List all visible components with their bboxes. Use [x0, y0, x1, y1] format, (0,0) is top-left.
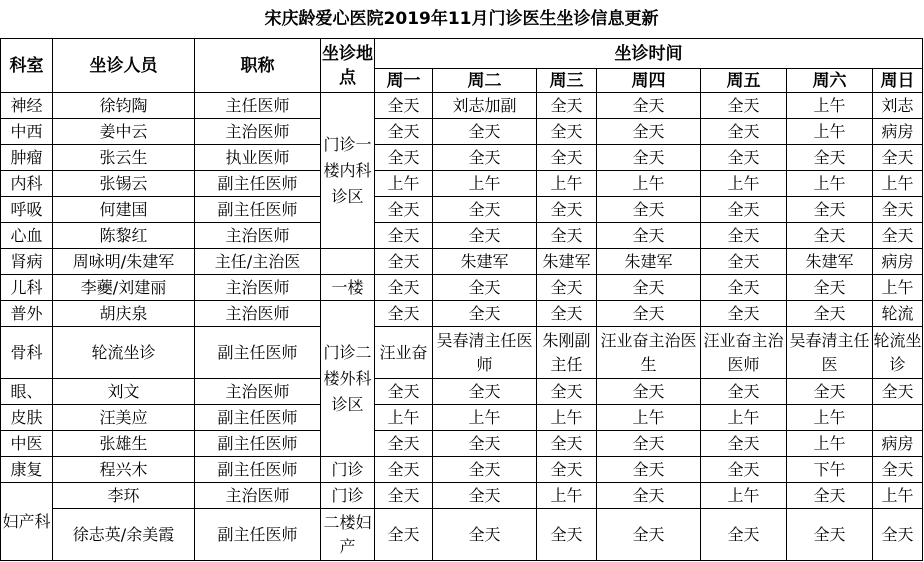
day-cell: 全天 — [701, 275, 787, 301]
day-cell: 汪业奋主治医师 — [701, 327, 787, 379]
day-cell: 刘志 — [873, 93, 923, 119]
doctor-cell: 李环 — [53, 483, 195, 509]
day-cell: 全天 — [597, 223, 701, 249]
day-cell: 上午 — [873, 171, 923, 197]
rank-cell: 主治医师 — [195, 301, 321, 327]
dept-cell: 肾病 — [1, 249, 53, 275]
day-cell: 全天 — [597, 379, 701, 405]
day-cell: 全天 — [787, 483, 873, 509]
doctor-cell: 汪美应 — [53, 405, 195, 431]
day-cell: 上午 — [701, 171, 787, 197]
header-rank: 职称 — [195, 39, 321, 93]
day-cell: 病房 — [873, 249, 923, 275]
day-cell: 上午 — [433, 405, 537, 431]
doctor-cell: 程兴木 — [53, 457, 195, 483]
doctor-cell: 轮流坐诊 — [53, 327, 195, 379]
day-cell: 全天 — [375, 483, 433, 509]
day-cell: 全天 — [701, 93, 787, 119]
dept-cell: 中医 — [1, 431, 53, 457]
day-cell: 全天 — [537, 431, 597, 457]
day-cell: 上午 — [787, 431, 873, 457]
location-cell: 二楼妇产 — [321, 509, 375, 561]
day-cell: 全天 — [787, 223, 873, 249]
rank-cell: 主治医师 — [195, 223, 321, 249]
day-cell: 全天 — [433, 301, 537, 327]
location-cell-empty — [321, 249, 375, 275]
day-cell: 全天 — [597, 457, 701, 483]
day-cell: 全天 — [701, 197, 787, 223]
day-cell: 全天 — [873, 223, 923, 249]
header-day: 周一 — [375, 69, 433, 93]
day-cell: 全天 — [787, 275, 873, 301]
day-cell: 上午 — [433, 171, 537, 197]
day-cell: 全天 — [375, 145, 433, 171]
rank-cell: 主任/主治医 — [195, 249, 321, 275]
doctor-cell: 刘文 — [53, 379, 195, 405]
rank-cell: 副主任医师 — [195, 171, 321, 197]
rank-cell: 执业医师 — [195, 145, 321, 171]
day-cell: 全天 — [375, 431, 433, 457]
rank-cell: 主任医师 — [195, 93, 321, 119]
rank-cell: 主治医师 — [195, 275, 321, 301]
day-cell: 全天 — [375, 379, 433, 405]
day-cell: 全天 — [537, 379, 597, 405]
day-cell: 全天 — [597, 301, 701, 327]
day-cell: 全天 — [537, 223, 597, 249]
day-cell: 上午 — [787, 405, 873, 431]
day-cell: 上午 — [537, 405, 597, 431]
day-cell: 上午 — [597, 405, 701, 431]
day-cell: 全天 — [375, 223, 433, 249]
day-cell: 全天 — [597, 483, 701, 509]
doctor-cell: 周咏明/朱建军 — [53, 249, 195, 275]
day-cell: 上午 — [787, 119, 873, 145]
day-cell: 轮流 — [873, 301, 923, 327]
doctor-cell: 张云生 — [53, 145, 195, 171]
day-cell: 全天 — [433, 509, 537, 561]
doctor-cell: 陈黎红 — [53, 223, 195, 249]
doctor-cell: 姜中云 — [53, 119, 195, 145]
dept-cell: 普外 — [1, 301, 53, 327]
dept-cell: 皮肤 — [1, 405, 53, 431]
header-time: 坐诊时间 — [375, 39, 923, 69]
day-cell: 全天 — [701, 431, 787, 457]
day-cell: 全天 — [433, 379, 537, 405]
day-cell: 全天 — [873, 197, 923, 223]
day-cell: 全天 — [597, 145, 701, 171]
day-cell: 全天 — [433, 197, 537, 223]
day-cell: 全天 — [433, 457, 537, 483]
day-cell: 全天 — [701, 223, 787, 249]
day-cell: 全天 — [537, 301, 597, 327]
header-day: 周二 — [433, 69, 537, 93]
day-cell: 病房 — [873, 119, 923, 145]
day-cell — [873, 405, 923, 431]
day-cell: 全天 — [701, 301, 787, 327]
doctor-cell: 张锡云 — [53, 171, 195, 197]
day-cell: 全天 — [873, 509, 923, 561]
day-cell: 汪业奋主治医生 — [597, 327, 701, 379]
day-cell: 全天 — [537, 119, 597, 145]
dept-cell: 心血 — [1, 223, 53, 249]
day-cell: 全天 — [433, 483, 537, 509]
doctor-cell: 徐志英/余美霞 — [53, 509, 195, 561]
day-cell: 吴春清主任医师 — [433, 327, 537, 379]
day-cell: 全天 — [597, 431, 701, 457]
day-cell: 朱建军 — [433, 249, 537, 275]
rank-cell: 主治医师 — [195, 483, 321, 509]
dept-cell: 康复 — [1, 457, 53, 483]
dept-cell: 神经 — [1, 93, 53, 119]
header-day: 周四 — [597, 69, 701, 93]
dept-cell: 内科 — [1, 171, 53, 197]
day-cell: 全天 — [433, 119, 537, 145]
rank-cell: 主治医师 — [195, 119, 321, 145]
header-day: 周五 — [701, 69, 787, 93]
day-cell: 全天 — [787, 379, 873, 405]
day-cell: 上午 — [873, 275, 923, 301]
day-cell: 全天 — [597, 275, 701, 301]
day-cell: 朱刚副主任 — [537, 327, 597, 379]
day-cell: 上午 — [787, 171, 873, 197]
rank-cell: 副主任医师 — [195, 327, 321, 379]
day-cell: 朱建军 — [597, 249, 701, 275]
day-cell: 汪业奋 — [375, 327, 433, 379]
rank-cell: 副主任医师 — [195, 197, 321, 223]
doctor-cell: 李虁/刘建丽 — [53, 275, 195, 301]
day-cell: 全天 — [375, 457, 433, 483]
day-cell: 上午 — [537, 171, 597, 197]
day-cell: 全天 — [537, 145, 597, 171]
day-cell: 全天 — [787, 197, 873, 223]
day-cell: 全天 — [873, 145, 923, 171]
day-cell: 上午 — [375, 405, 433, 431]
day-cell: 上午 — [701, 405, 787, 431]
day-cell: 全天 — [375, 93, 433, 119]
day-cell: 全天 — [701, 119, 787, 145]
day-cell: 病房 — [873, 431, 923, 457]
day-cell: 全天 — [537, 275, 597, 301]
day-cell: 上午 — [701, 483, 787, 509]
location-cell: 门诊 — [321, 483, 375, 509]
day-cell: 全天 — [597, 93, 701, 119]
day-cell: 刘志加副 — [433, 93, 537, 119]
header-day: 周六 — [787, 69, 873, 93]
day-cell: 全天 — [873, 457, 923, 483]
day-cell: 全天 — [873, 379, 923, 405]
day-cell: 上午 — [375, 171, 433, 197]
doctor-cell: 徐钧陶 — [53, 93, 195, 119]
header-day: 周日 — [873, 69, 923, 93]
dept-cell: 肿瘤 — [1, 145, 53, 171]
rank-cell: 副主任医师 — [195, 457, 321, 483]
day-cell: 朱建军 — [537, 249, 597, 275]
doctor-cell: 张雄生 — [53, 431, 195, 457]
day-cell: 全天 — [701, 249, 787, 275]
day-cell: 全天 — [433, 145, 537, 171]
dept-cell: 呼吸 — [1, 197, 53, 223]
day-cell: 上午 — [597, 171, 701, 197]
day-cell: 上午 — [537, 483, 597, 509]
day-cell: 全天 — [537, 509, 597, 561]
day-cell: 全天 — [787, 145, 873, 171]
day-cell: 全天 — [433, 223, 537, 249]
day-cell: 朱建军 — [787, 249, 873, 275]
day-cell: 全天 — [375, 509, 433, 561]
rank-cell: 主治医师 — [195, 379, 321, 405]
location-cell: 门诊 — [321, 457, 375, 483]
location-cell: 一楼 — [321, 275, 375, 301]
day-cell: 全天 — [597, 197, 701, 223]
day-cell: 上午 — [873, 483, 923, 509]
day-cell: 全天 — [375, 119, 433, 145]
dept-cell: 骨科 — [1, 327, 53, 379]
day-cell: 全天 — [701, 379, 787, 405]
day-cell: 全天 — [433, 431, 537, 457]
day-cell: 全天 — [375, 275, 433, 301]
location-cell: 门诊二楼外科诊区 — [321, 301, 375, 457]
dept-cell: 中西 — [1, 119, 53, 145]
doctor-cell: 何建国 — [53, 197, 195, 223]
page-title: 宋庆龄爱心医院2019年11月门诊医生坐诊信息更新 — [1, 0, 923, 39]
day-cell: 吴春清主任医 — [787, 327, 873, 379]
day-cell: 全天 — [597, 509, 701, 561]
day-cell: 全天 — [433, 275, 537, 301]
day-cell: 全天 — [787, 301, 873, 327]
day-cell: 全天 — [375, 249, 433, 275]
rank-cell: 副主任医师 — [195, 431, 321, 457]
header-day: 周三 — [537, 69, 597, 93]
day-cell: 全天 — [375, 301, 433, 327]
day-cell: 全天 — [537, 93, 597, 119]
day-cell: 全天 — [787, 509, 873, 561]
header-dept: 科室 — [1, 39, 53, 93]
dept-cell: 妇产科 — [1, 483, 53, 561]
day-cell: 全天 — [701, 509, 787, 561]
day-cell: 全天 — [537, 197, 597, 223]
day-cell: 轮流坐诊 — [873, 327, 923, 379]
dept-cell: 儿科 — [1, 275, 53, 301]
day-cell: 全天 — [701, 457, 787, 483]
day-cell: 上午 — [787, 93, 873, 119]
rank-cell: 副主任医师 — [195, 509, 321, 561]
rank-cell: 副主任医师 — [195, 405, 321, 431]
day-cell: 下午 — [787, 457, 873, 483]
header-doctor: 坐诊人员 — [53, 39, 195, 93]
day-cell: 全天 — [701, 145, 787, 171]
location-cell: 门诊一楼内科诊区 — [321, 93, 375, 249]
day-cell: 全天 — [597, 119, 701, 145]
doctor-cell: 胡庆泉 — [53, 301, 195, 327]
header-location: 坐诊地点 — [321, 39, 375, 93]
dept-cell: 眼、 — [1, 379, 53, 405]
day-cell: 全天 — [375, 197, 433, 223]
day-cell: 全天 — [537, 457, 597, 483]
